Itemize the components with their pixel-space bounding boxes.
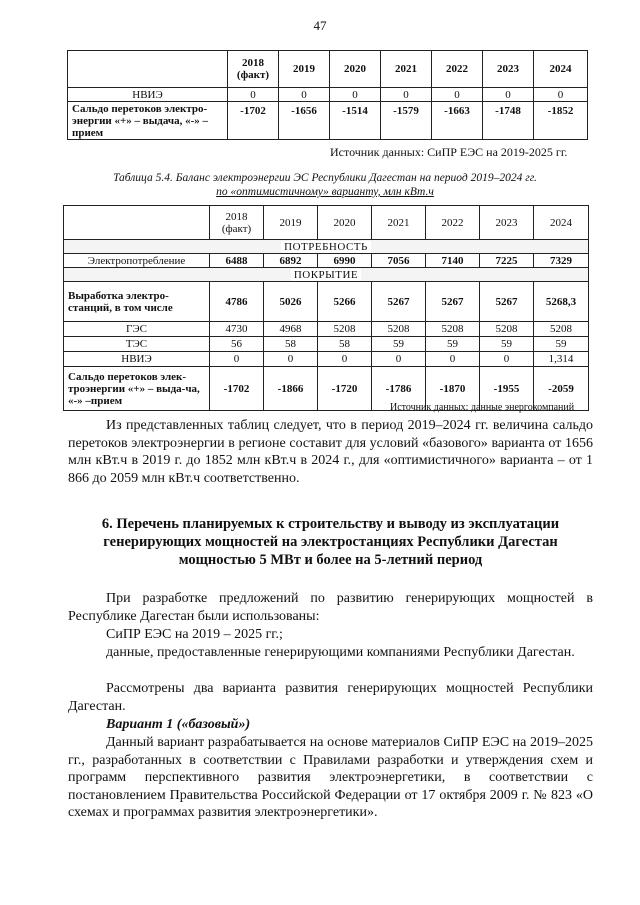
table-cell: 6892: [264, 254, 318, 268]
table-cell: 4786: [210, 282, 264, 322]
section-label: [64, 240, 589, 254]
table-cell: 0: [264, 352, 318, 367]
table-cell: 5208: [480, 322, 534, 337]
table-cell: 59: [480, 337, 534, 352]
table-cell: -1702: [210, 367, 264, 411]
table-cell: 0: [381, 88, 432, 102]
table-row: [64, 282, 589, 322]
table-cell: 59: [372, 337, 426, 352]
row-label: ТЭС: [64, 337, 210, 352]
header-cell: 2019: [279, 51, 330, 88]
table-cell: 0: [483, 88, 534, 102]
table-source-note: Источник данных: данные энергокомпаний: [390, 402, 575, 413]
row-label: Выработка электро-станций, в том числе: [64, 282, 210, 322]
section-label-text: ПОКРЫТИЕ: [291, 269, 361, 281]
table-cell: 0: [426, 352, 480, 367]
table-cell: 58: [318, 337, 372, 352]
header-cell: [64, 206, 210, 240]
row-label: Сальдо перетоков элек-троэнергии «+» – выда-ча, «-» –прием: [64, 367, 210, 411]
balance-table-base: [67, 50, 588, 140]
table-cell: -1748: [483, 102, 534, 140]
row-label: НВИЭ: [64, 352, 210, 367]
table-cell: 7329: [534, 254, 589, 268]
table-cell: 5267: [372, 282, 426, 322]
table-cell: 0: [432, 88, 483, 102]
table-cell: 59: [426, 337, 480, 352]
table-cell: 7056: [372, 254, 426, 268]
table-row: [68, 102, 588, 140]
table-cell: 7225: [480, 254, 534, 268]
table-cell: 58: [264, 337, 318, 352]
table-cell: 5208: [318, 322, 372, 337]
table-cell: 5026: [264, 282, 318, 322]
table-row: [64, 337, 589, 352]
table-cell: -1720: [318, 367, 372, 411]
header-cell: 2019: [264, 206, 318, 240]
body-paragraph: Из представленных таблиц следует, что в период 2019–2024 гг. величина сальдо перетоков электроэнергии в регионе составит для условий «базового» варианта от 1656 млн кВт.ч в 2019 г. до 1852 млн кВт.ч в 2024 г., для «оптимистичного» варианта – от 1 866 до 2059 млн кВт.ч соответственно.: [68, 418, 593, 486]
section-row: [64, 268, 589, 282]
list-item: СиПР ЕЭС на 2019 – 2025 гг.;: [106, 627, 283, 642]
table-header-row: [64, 206, 589, 240]
table-caption-line: Таблица 5.4. Баланс электроэнергии ЭС Республики Дагестан на период 2019–2024 гг.: [113, 172, 537, 184]
section-row: [64, 240, 589, 254]
table-cell: -1702: [228, 102, 279, 140]
list-item: данные, предоставленные генерирующими компаниями Республики Дагестан.: [106, 645, 575, 660]
body-paragraph: При разработке предложений по развитию генерирующих мощностей в Республике Дагестан были использованы:: [68, 591, 593, 624]
row-label: Сальдо перетоков электро-энергии «+» – выдача, «-» – прием: [68, 102, 228, 140]
table-row: [64, 352, 589, 367]
header-cell: 2023: [480, 206, 534, 240]
table-cell: 0: [228, 88, 279, 102]
table-cell: -1866: [264, 367, 318, 411]
table-cell: 5267: [426, 282, 480, 322]
table-cell: -1656: [279, 102, 330, 140]
header-cell: 2018 (факт): [210, 206, 264, 240]
table-cell: 5266: [318, 282, 372, 322]
header-cell: 2022: [426, 206, 480, 240]
table-cell: -1786: [372, 367, 426, 411]
header-cell: [68, 51, 228, 88]
table-cell: 5208: [426, 322, 480, 337]
table-cell: -2059: [534, 367, 589, 411]
header-cell: 2020: [318, 206, 372, 240]
header-cell: 2021: [381, 51, 432, 88]
table-cell: 0: [279, 88, 330, 102]
table-cell: 0: [330, 88, 381, 102]
header-cell: 2018 (факт): [228, 51, 279, 88]
header-cell: 2022: [432, 51, 483, 88]
section-heading: 6. Перечень планируемых к строительству и выводу из эксплуатации генерирующих мощностей на электростанциях Республики Дагестан мощностью 5 МВт и более на 5-летний период: [101, 516, 560, 568]
body-paragraph: Данный вариант разрабатывается на основе материалов СиПР ЕЭС на 2019–2025 гг., разработанных в соответствии с Правилами разработки и утверждения схем и программ перспективного развития электроэнергетики, в соответствии с постановлением Правительства Российской Федерации от 17 октября 2009 г. № 823 «О схемах и программах развития электроэнергетики».: [68, 735, 593, 820]
table-caption-line: по «оптимистичному» варианту, млн кВт.ч: [216, 186, 434, 198]
section-label: [64, 268, 589, 282]
header-cell: 2024: [534, 206, 589, 240]
table-cell: 5208: [534, 322, 589, 337]
table-cell: -1870: [426, 367, 480, 411]
table-cell: -1663: [432, 102, 483, 140]
page-number: 47: [313, 18, 327, 33]
table-cell: 0: [318, 352, 372, 367]
header-cell: 2021: [372, 206, 426, 240]
table-cell: 4968: [264, 322, 318, 337]
header-cell: 2023: [483, 51, 534, 88]
row-label: Электропотребление: [64, 254, 210, 268]
section-label-text: ПОТРЕБНОСТЬ: [281, 241, 371, 253]
table-cell: 5267: [480, 282, 534, 322]
table-cell: 0: [210, 352, 264, 367]
table-cell: 59: [534, 337, 589, 352]
table-cell: 0: [534, 88, 588, 102]
table-cell: 5268,3: [534, 282, 589, 322]
table-cell: -1514: [330, 102, 381, 140]
body-paragraph: Рассмотрены два варианта развития генерирующих мощностей Республики Дагестан.: [68, 681, 593, 714]
table-cell: 6488: [210, 254, 264, 268]
header-cell: 2020: [330, 51, 381, 88]
table-cell: 5208: [372, 322, 426, 337]
table-cell: 7140: [426, 254, 480, 268]
table-source-note: Источник данных: СиПР ЕЭС на 2019-2025 гг.: [330, 145, 568, 159]
table-cell: 0: [372, 352, 426, 367]
balance-table-optimistic: [63, 205, 589, 411]
table-cell: 56: [210, 337, 264, 352]
table-cell: 6990: [318, 254, 372, 268]
table-cell: 4730: [210, 322, 264, 337]
table-row: [64, 322, 589, 337]
variant-title: Вариант 1 («базовый»): [106, 717, 251, 732]
table-cell: 0: [480, 352, 534, 367]
table-header-row: [68, 51, 588, 88]
row-label: ГЭС: [64, 322, 210, 337]
table-cell: -1852: [534, 102, 588, 140]
table-cell: -1955: [480, 367, 534, 411]
table-cell: -1579: [381, 102, 432, 140]
table-caption: [60, 171, 590, 199]
table-row: [68, 88, 588, 102]
header-cell: 2024: [534, 51, 588, 88]
row-label: НВИЭ: [68, 88, 228, 102]
table-cell: 1,314: [534, 352, 589, 367]
table-row: [64, 254, 589, 268]
